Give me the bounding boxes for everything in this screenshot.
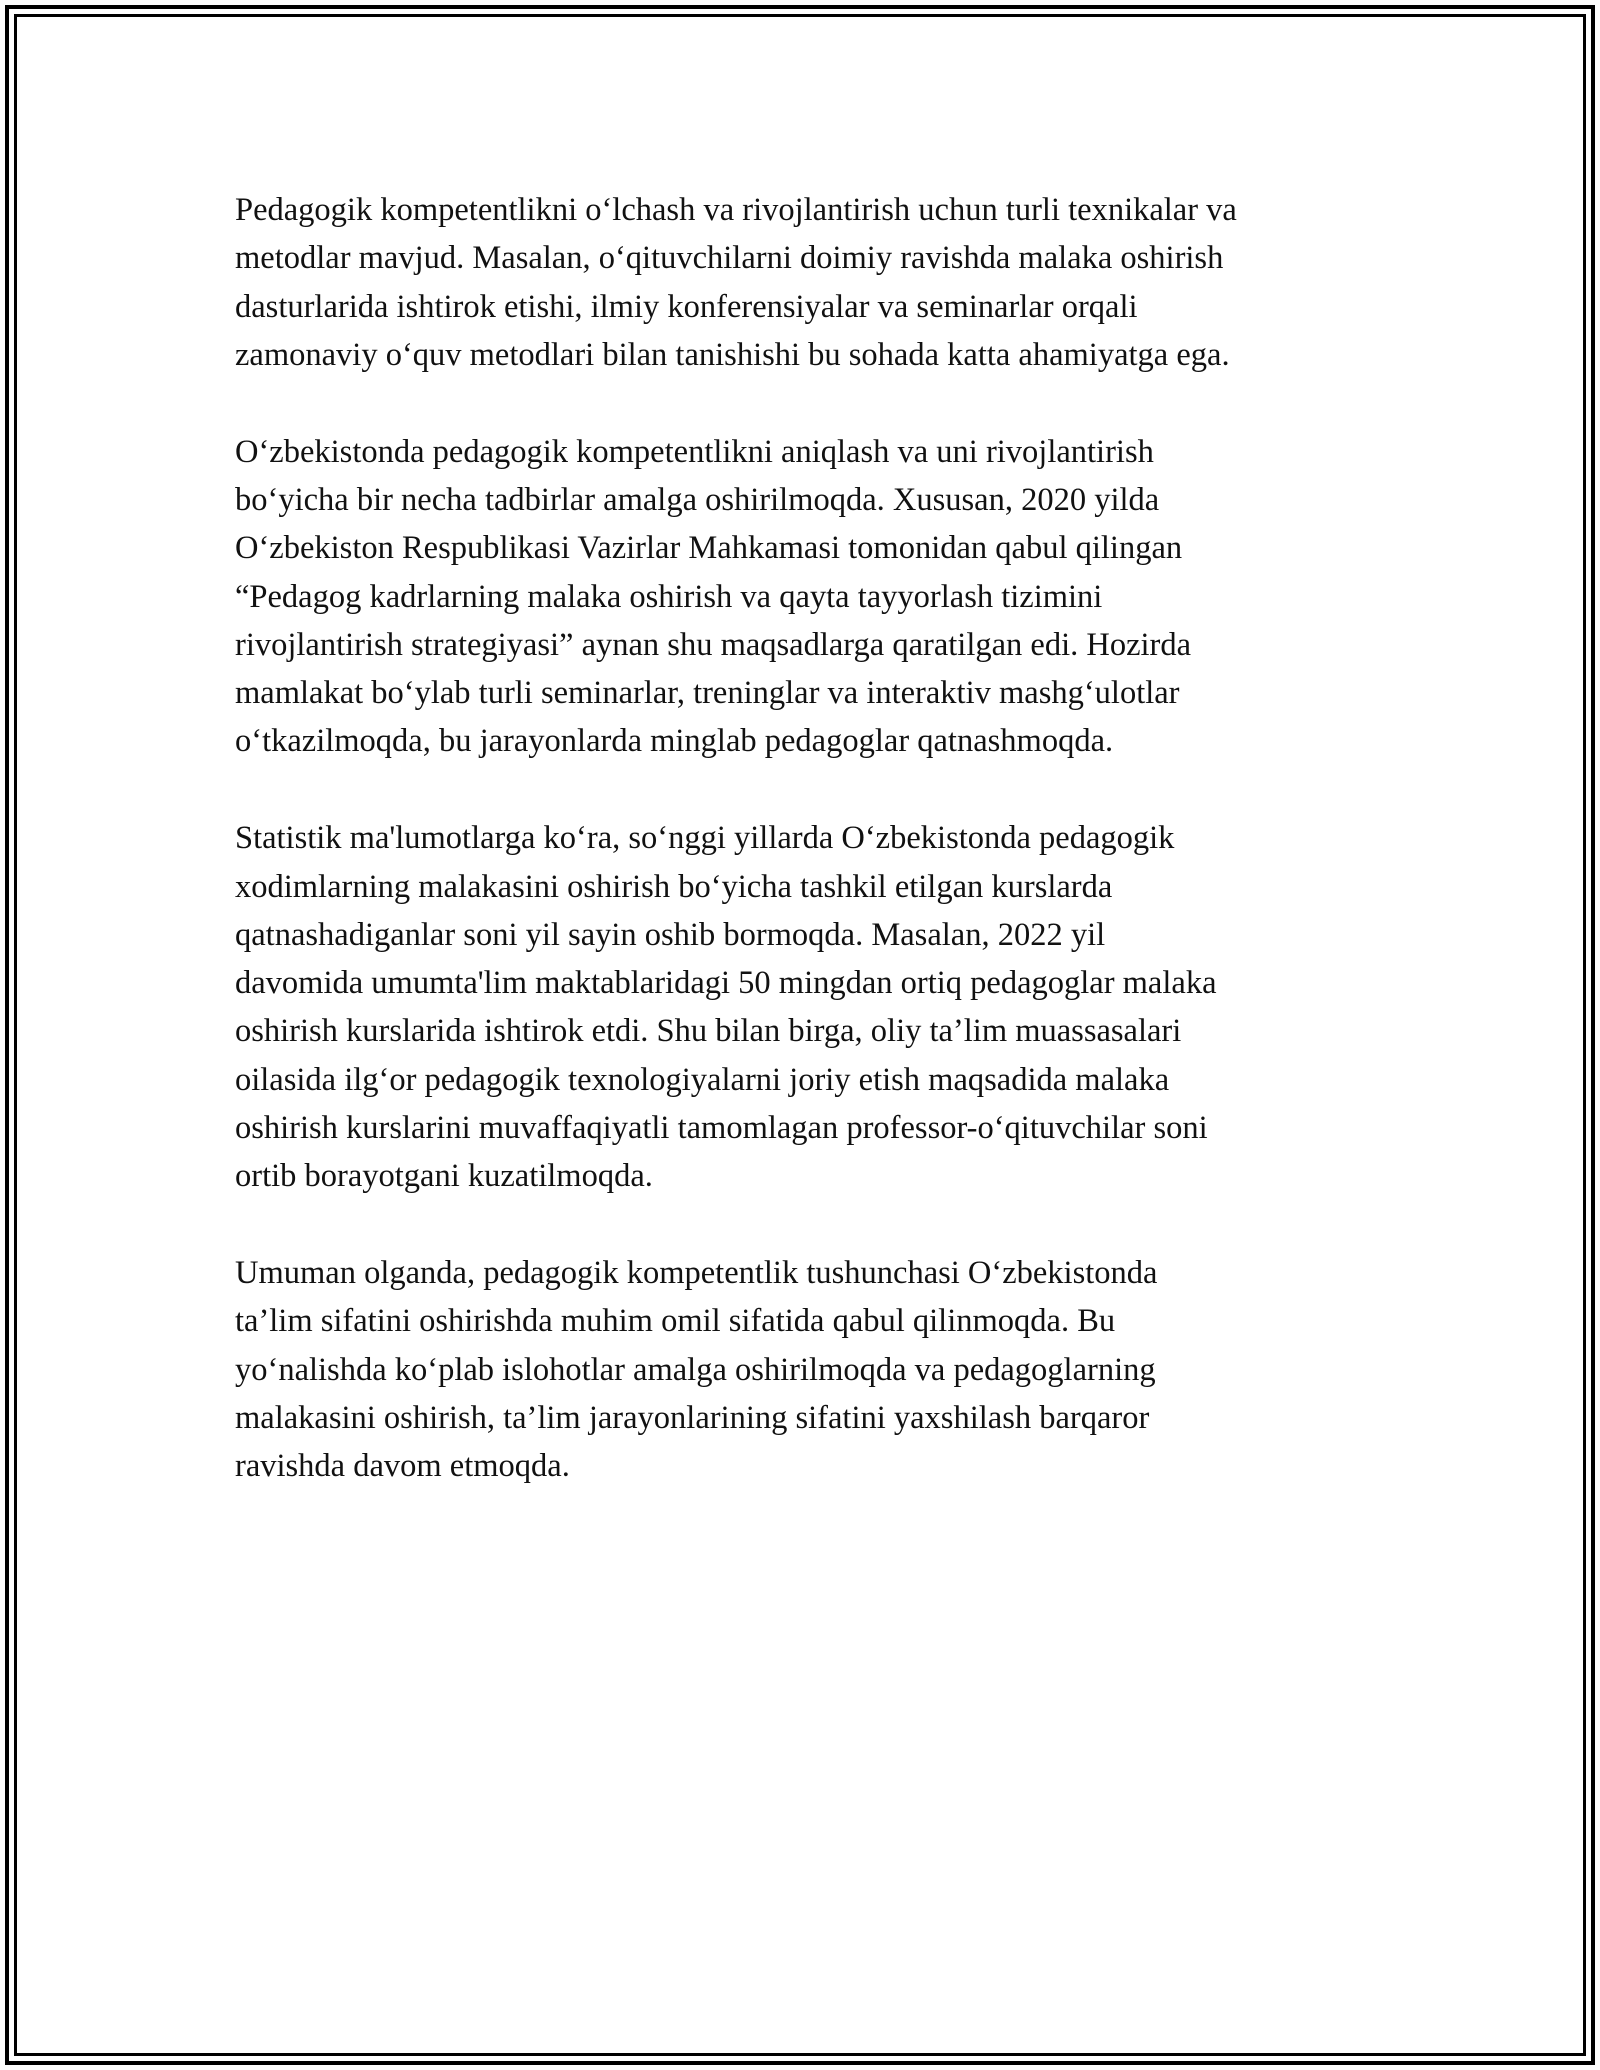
text-line: Umuman olganda, pedagogik kompetentlik tushunchasi O‘zbekistonda (235, 1255, 1158, 1292)
paragraph-conclusion (235, 1249, 1385, 1490)
text-line: xodimlarning malakasini oshirish bo‘yicha tashkil etilgan kurslarda (235, 868, 1113, 905)
text-line: ortib borayotgani kuzatilmoqda. (235, 1158, 653, 1195)
text-line: qatnashadiganlar soni yil sayin oshib bormoqda. Masalan, 2022 yil (235, 916, 1106, 953)
paragraph-uzbekistan-measures (235, 428, 1385, 766)
text-line: ta’lim sifatini oshirishda muhim omil sifatida qabul qilinmoqda. Bu (235, 1303, 1116, 1340)
text-line: zamonaviy o‘quv metodlari bilan tanishishi bu sohada katta ahamiyatga ega. (235, 336, 1230, 373)
text-line: rivojlantirish strategiyasi” aynan shu maqsadlarga qaratilgan edi. Hozirda (235, 626, 1192, 663)
text-line: “Pedagog kadrlarning malaka oshirish va qayta tayyorlash tizimini (235, 578, 1103, 615)
text-line: mamlakat bo‘ylab turli seminarlar, treninglar va interaktiv mashg‘ulotlar (235, 675, 1180, 712)
text-line: malakasini oshirish, ta’lim jarayonlarining sifatini yaxshilash barqaror (235, 1400, 1150, 1437)
text-line: oshirish kurslarini muvaffaqiyatli tamomlagan professor-o‘qituvchilar soni (235, 1110, 1208, 1147)
text-line: Pedagogik kompetentlikni o‘lchash va rivojlantirish uchun turli texnikalar va (235, 192, 1237, 228)
document-body (235, 186, 1385, 1539)
text-line: O‘zbekiston Respublikasi Vazirlar Mahkamasi tomonidan qabul qilingan (235, 530, 1183, 567)
text-line: ravishda davom etmoqda. (235, 1448, 570, 1485)
text-line: oilasida ilg‘or pedagogik texnologiyalarni joriy etish maqsadida malaka (235, 1061, 1170, 1098)
text-line: oshirish kurslarida ishtirok etdi. Shu bilan birga, oliy ta’lim muassasalari (235, 1013, 1182, 1050)
text-line: davomida umumta'lim maktablaridagi 50 mingdan ortiq pedagoglar malaka (235, 965, 1217, 1002)
text-line: bo‘yicha bir necha tadbirlar amalga oshirilmoqda. Xususan, 2020 yilda (235, 481, 1160, 518)
paragraph-measurement-methods (235, 186, 1385, 379)
text-line: O‘zbekistonda pedagogik kompetentlikni aniqlash va uni rivojlantirish (235, 433, 1154, 470)
text-line: metodlar mavjud. Masalan, o‘qituvchilarni doimiy ravishda malaka oshirish (235, 240, 1224, 277)
text-line: o‘tkazilmoqda, bu jarayonlarda minglab pedagoglar qatnashmoqda. (235, 723, 1114, 760)
paragraph-statistics (235, 814, 1385, 1200)
text-line: dasturlarida ishtirok etishi, ilmiy konferensiyalar va seminarlar orqali (235, 288, 1138, 325)
text-line: yo‘nalishda ko‘plab islohotlar amalga oshirilmoqda va pedagoglarning (235, 1351, 1156, 1388)
text-line: Statistik ma'lumotlarga ko‘ra, so‘nggi yillarda O‘zbekistonda pedagogik (235, 820, 1175, 857)
